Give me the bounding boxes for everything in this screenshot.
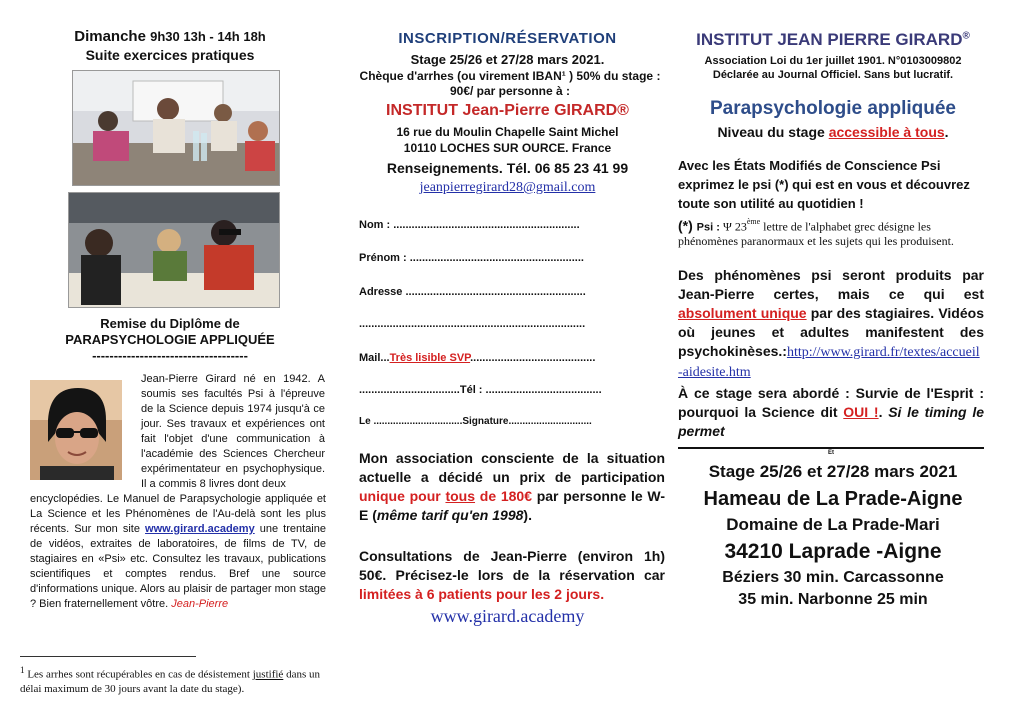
right-column — [678, 0, 988, 725]
association-line2: Déclarée au Journal Officiel. Sans but lucratif. — [712, 69, 954, 81]
diploma-block — [0, 316, 340, 364]
price-red-2: tous — [445, 488, 476, 504]
level-highlight: accessible à tous — [828, 124, 945, 140]
form-tel[interactable]: .................................Tél : ...................................... — [359, 384, 602, 396]
price-red-1: unique pour — [359, 488, 446, 504]
survival-b: . — [878, 404, 889, 420]
institute-title — [678, 30, 988, 50]
registration-dates: Stage 25/26 et 27/28 mars 2021. — [410, 52, 605, 67]
consultation-limit: limitées à 6 patients pour les 2 jours. — [359, 586, 605, 602]
price-text-b: par personne le W-E ( — [359, 488, 665, 523]
portrait-jean-pierre — [30, 380, 122, 480]
psi-sup: ème — [746, 217, 761, 226]
photo-workshop-2 — [68, 192, 280, 308]
phenomena-b: par des stagiaires. Vidéos où jeunes et adultes manifestent des psychokinèses.: — [678, 305, 984, 359]
schedule-header — [0, 28, 340, 64]
survival-italic: Si le timing le permet — [678, 404, 984, 439]
survival-text — [678, 384, 984, 441]
et-label: Et — [828, 450, 834, 456]
psi-definition — [678, 215, 984, 248]
address-line2: 10110 LOCHES SUR OURCE. France — [403, 141, 612, 155]
price-text-c: ). — [523, 507, 532, 523]
bio-rest — [30, 492, 326, 612]
venue-domain: Domaine de La Prade-Mari — [726, 515, 940, 534]
consultation-info — [359, 547, 665, 604]
bio-text-a: encyclopédies. Le Manuel de Parapsychologie appliquée et La Science et les Phénomènes de l'Au-delà sont les plus récents. Sur mon site — [30, 493, 326, 535]
venue-hamlet: Hameau de La Prade-Aigne — [703, 488, 963, 510]
subject-title: Parapsychologie appliquée — [709, 98, 957, 119]
psi-label: Psi : — [696, 221, 723, 234]
form-adresse-2[interactable]: .......................................................................... — [359, 318, 586, 330]
footnote-text-a: Les arrhes sont récupérables en cas de désistement — [24, 668, 253, 681]
bio-text-b: une trentaine de vidéos, extraites de laboratoires, de films de TV, de stagiaires en «Psi» etc. Consultez les travaux, publications scientifiques et comptes rendus. Bref une source d'informations unique. Alors au plaisir de partager mon stage ? Bien fraternellement vôtre. — [30, 523, 326, 610]
form-mail[interactable] — [359, 352, 664, 364]
phenomena-a: Des phénomènes psi seront produits par Jean-Pierre certes, mais ce qui est — [678, 267, 984, 302]
price-text-a: Mon association consciente de la situation actuelle a décidé un prix de participation — [359, 450, 665, 485]
registered-mark: ® — [962, 30, 970, 42]
registration-title: INSCRIPTION/RÉSERVATION — [398, 30, 617, 47]
survival-a: À ce stage sera abordé : Survie de l'Esprit : pourquoi la Science dit — [678, 385, 984, 420]
phenomena-text — [678, 266, 984, 382]
psi-marker: (*) — [678, 217, 697, 234]
bio-first: Jean-Pierre Girard né en 1942. A soumis ses facultés Psi à l'épreuve de la Science depuis 1974 jusqu'à ce jour. Ses travaux et expériences ont fait l'objet d'une communication à l'académie des Sciences Chercheur expérimentateur en psychophysique. Il a commis 8 livres dont deux — [141, 373, 325, 490]
form-prenom[interactable]: Prénom : ......................................................... — [359, 252, 584, 264]
diploma-line1: Remise du Diplôme de — [100, 316, 240, 331]
venue-distance-1: Béziers 30 min. Carcassonne — [722, 569, 944, 586]
address-line1: 16 rue du Moulin Chapelle Saint Michel — [396, 125, 619, 139]
footnote-text-b: dans un délai maximum de 30 jours avant la date du stage). — [20, 668, 320, 695]
level-line — [678, 124, 988, 140]
schedule-subtitle: Suite exercices pratiques — [85, 47, 255, 63]
schedule-hours: 9h30 13h - 14h 18h — [150, 29, 266, 44]
postal-address — [345, 124, 670, 156]
form-mail-label: Mail... — [359, 352, 390, 364]
footnote-mark: 1 — [20, 665, 25, 675]
website-link[interactable]: www.girard.academy — [430, 606, 585, 626]
deposit-info: Chèque d'arrhes (ou virement IBAN¹ ) 50% du stage : 90€/ par personne à : — [359, 69, 661, 98]
psi-letter: Ψ 23 — [722, 219, 747, 234]
middle-column — [345, 0, 670, 725]
venue-dates: Stage 25/26 et 27/28 mars 2021 — [708, 462, 958, 481]
psi-text: lettre de l'alphabet grec désigne les phénomènes paranormaux et les sujets qui les produisent. — [678, 219, 954, 249]
section-divider — [678, 447, 984, 449]
price-red-3: de 180€ — [475, 488, 532, 504]
venue-city: 34210 Laprade -Aigne — [724, 540, 942, 563]
left-column — [0, 0, 340, 725]
diploma-separator: ------------------------------------ — [92, 348, 248, 363]
bio-signature: Jean-Pierre — [171, 598, 229, 610]
institute-title-text: INSTITUT JEAN PIERRE GIRARD — [696, 30, 963, 49]
institute-name: INSTITUT Jean-Pierre GIRARD® — [386, 102, 629, 119]
form-mail-note: Très lisible SVP — [389, 352, 471, 364]
association-info — [678, 54, 988, 82]
schedule-day: Dimanche — [74, 28, 146, 45]
photo-workshop-1 — [72, 70, 280, 186]
phenomena-link[interactable]: http://www.girard.fr/textes/accueil-aidesite.htm — [678, 345, 980, 380]
level-text: Niveau du stage — [717, 124, 829, 140]
form-mail-dots: ......................................... — [470, 352, 596, 364]
form-signature[interactable]: Le ................................Signature.............................. — [359, 416, 592, 427]
bio-site-link[interactable]: www.girard.academy — [145, 523, 255, 535]
association-line1: Association Loi du 1er juillet 1901. N°0103009802 — [704, 55, 962, 67]
venue-distance-2: 35 min. Narbonne 25 min — [738, 591, 928, 608]
footnote — [20, 663, 340, 696]
intro-text: Avec les États Modifiés de Conscience Psi exprimez le psi (*) qui est en vous et découvrez toute son utilité au quotidien ! — [678, 158, 970, 211]
level-end: . — [944, 124, 949, 140]
phenomena-highlight: absolument unique — [678, 305, 807, 321]
footnote-rule — [20, 656, 196, 657]
form-nom[interactable]: Nom : ............................................................. — [359, 219, 580, 231]
price-info — [359, 449, 665, 525]
price-italic: même tarif qu'en 1998 — [376, 507, 524, 523]
consultation-text: Consultations de Jean-Pierre (environ 1h) 50€. Précisez-le lors de la réservation car — [359, 548, 665, 583]
diploma-line2: PARAPSYCHOLOGIE APPLIQUÉE — [65, 332, 275, 347]
phone-info: Renseignements. Tél. 06 85 23 41 99 — [386, 160, 629, 176]
survival-yes: OUI ! — [843, 404, 879, 420]
form-adresse[interactable]: Adresse ........................................................... — [359, 286, 586, 298]
footnote-underlined: justifié — [252, 668, 284, 681]
email-link[interactable]: jeanpierregirard28@gmail.com — [419, 180, 596, 195]
